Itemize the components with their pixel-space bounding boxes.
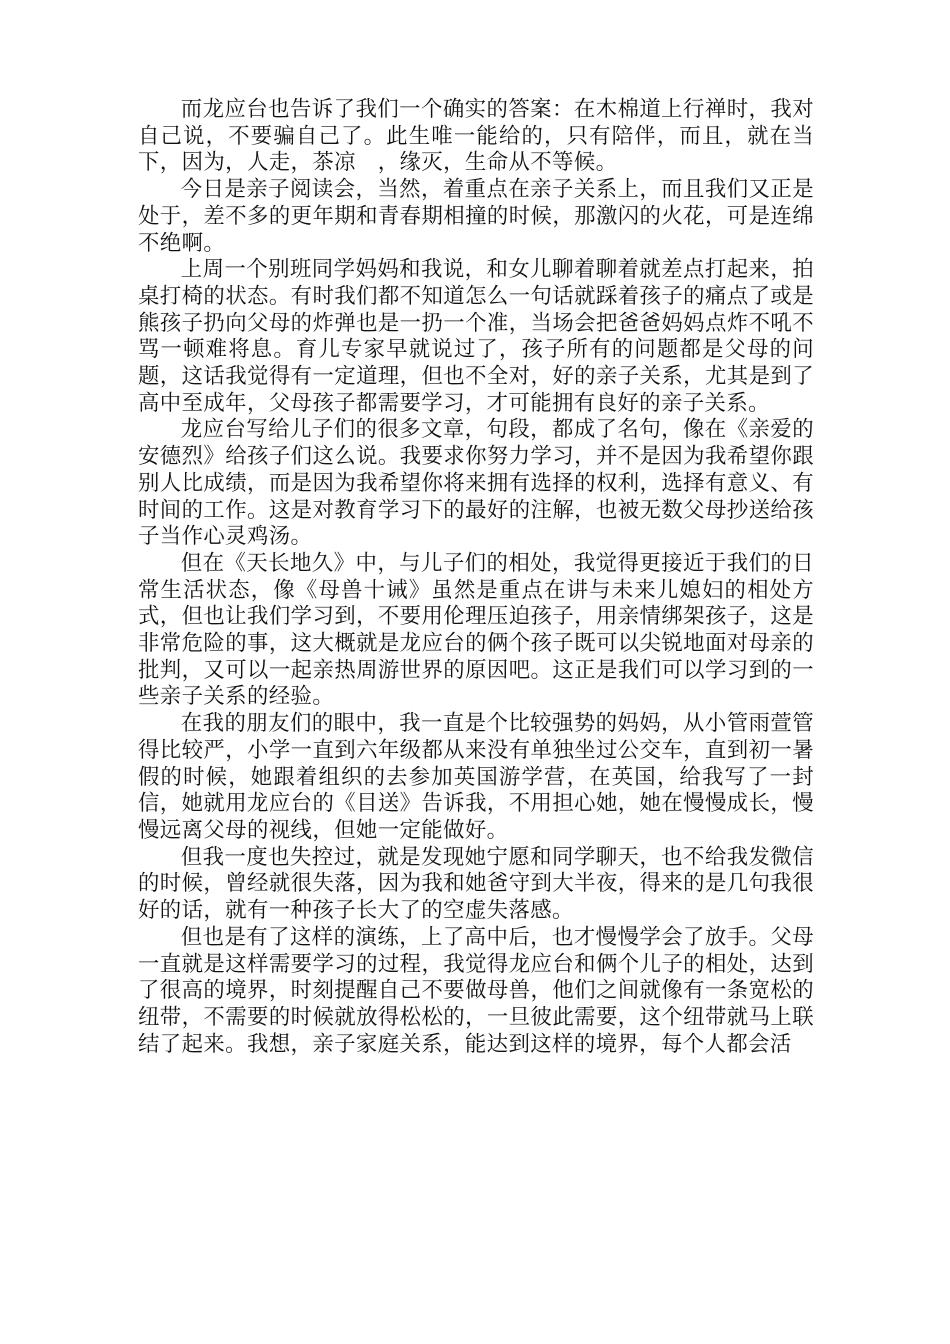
paragraph-2: 今日是亲子阅读会，当然，着重点在亲子关系上，而且我们又正是处于，差不多的更年期和青春期相撞的时候，那激闪的火花，可是连绵不绝啊。 — [138, 177, 814, 256]
paragraph-4: 龙应台写给儿子们的很多文章，句段，都成了名句，像在《亲爱的安德烈》给孩子们这么说。我要求你努力学习，并不是因为我希望你跟别人比成绩，而是因为我希望你将来拥有选择的权利，选择有意义、有时间的工作。这是对教育学习下的最好的注解，也被无数父母抄送给孩子当作心灵鸡汤。 — [138, 417, 814, 550]
paragraph-7: 但我一度也失控过，就是发现她宁愿和同学聊天，也不给我发微信的时候，曾经就很失落，因为我和她爸守到大半夜，得来的是几句我很好的话，就有一种孩子长大了的空虚失落感。 — [138, 844, 814, 924]
document-body — [138, 97, 814, 1058]
paragraph-3: 上周一个别班同学妈妈和我说，和女儿聊着聊着就差点打起来，拍桌打椅的状态。有时我们都不知道怎么一句话就踩着孩子的痛点了或是熊孩子扔向父母的炸弹也是一扔一个准，当场会把爸爸妈妈点炸不吼不骂一顿难将息。育儿专家早就说过了，孩子所有的问题都是父母的问题，这话我觉得有一定道理，但也不全对，好的亲子关系，尤其是到了高中至成年，父母孩子都需要学习，才可能拥有良好的亲子关系。 — [138, 257, 814, 416]
paragraph-1: 而龙应台也告诉了我们一个确实的答案：在木棉道上行禅时，我对自己说，不要骗自己了。此生唯一能给的，只有陪伴，而且，就在当下，因为，人走，茶凉 ，缘灭，生命从不等候。 — [138, 97, 814, 176]
paragraph-6: 在我的朋友们的眼中，我一直是个比较强势的妈妈，从小管雨萱管得比较严，小学一直到六年级都从来没有单独坐过公交车，直到初一暑假的时候，她跟着组织的去参加英国游学营，在英国，给我写了一封信，她就用龙应台的《目送》告诉我，不用担心她，她在慢慢成长，慢慢远离父母的视线，但她一定能做好。 — [138, 711, 814, 843]
paragraph-8: 但也是有了这样的演练，上了高中后，也才慢慢学会了放手。父母一直就是这样需要学习的过程，我觉得龙应台和俩个儿子的相处，达到了很高的境界，时刻提醒自己不要做母兽，他们之间就像有一条宽松的纽带，不需要的时候就放得松松的，一旦彼此需要，这个纽带就马上联结了起来。我想，亲子家庭关系，能达到这样的境界，每个人都会活 — [138, 924, 814, 1057]
paragraph-5: 但在《天长地久》中，与儿子们的相处，我觉得更接近于我们的日常生活状态，像《母兽十诫》虽然是重点在讲与未来儿媳妇的相处方式，但也让我们学习到，不要用伦理压迫孩子，用亲情绑架孩子，这是非常危险的事，这大概就是龙应台的俩个孩子既可以尖锐地面对母亲的批判，又可以一起亲热周游世界的原因吧。这正是我们可以学习到的一些亲子关系的经验。 — [138, 550, 814, 710]
